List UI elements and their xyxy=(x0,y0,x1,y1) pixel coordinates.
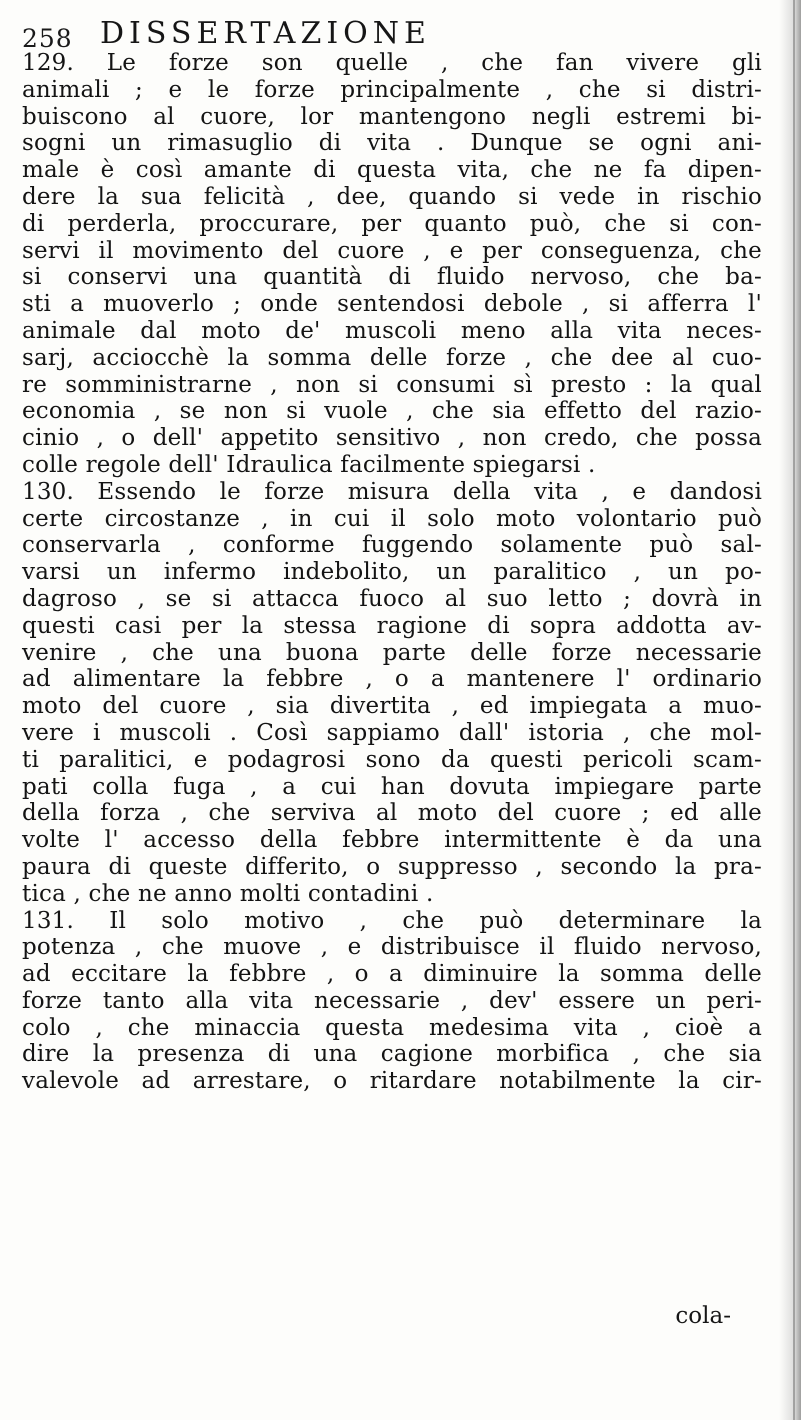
text-line-content: pati colla fuga , a cui han dovuta impiegare parte xyxy=(22,773,762,800)
text-line xyxy=(22,800,762,827)
text-line-content: vere i muscoli . Così sappiamo dall' istoria , che mol- xyxy=(22,719,762,746)
text-line-content: colo , che minaccia questa medesima vita , cioè a xyxy=(22,1014,762,1041)
text-line-content: di perderla, proccurare, per quanto può, che si con- xyxy=(22,210,762,237)
text-line-content: ad eccitare la febbre , o a diminuire la somma delle xyxy=(22,961,762,988)
text-line-content: ti paralitici, e podagrosi sono da questi pericoli scam- xyxy=(22,746,762,773)
text-line xyxy=(22,934,762,961)
text-line-content: paura di queste differito, o suppresso , secondo la pra- xyxy=(22,853,762,880)
text-line-content: servi il movimento del cuore , e per conseguenza, che xyxy=(22,237,762,264)
text-line xyxy=(22,1041,762,1068)
text-line-content: economia , se non si vuole , che sia effetto del razio- xyxy=(22,398,762,425)
text-line xyxy=(22,506,762,533)
text-line-content: sarj, acciocchè la somma delle forze , che dee al cuo- xyxy=(22,344,762,371)
running-title: DISSERTAZIONE xyxy=(100,16,431,51)
text-line xyxy=(22,532,762,559)
text-line xyxy=(22,613,762,640)
text-line xyxy=(22,693,762,720)
text-line-content: 131. Il solo motivo , che può determinare la xyxy=(22,907,762,934)
text-line xyxy=(22,77,762,104)
text-line xyxy=(22,908,762,935)
page-edge-shadow xyxy=(779,0,801,1420)
text-line xyxy=(22,827,762,854)
text-line xyxy=(22,184,762,211)
text-line xyxy=(22,961,762,988)
text-line xyxy=(22,452,762,479)
text-line-content: re somministrarne , non si consumi sì presto : la qual xyxy=(22,371,762,398)
text-line xyxy=(22,398,762,425)
text-line xyxy=(22,640,762,667)
text-line xyxy=(22,1015,762,1042)
text-line xyxy=(22,988,762,1015)
text-line xyxy=(22,157,762,184)
text-line-content: ad alimentare la febbre , o a mantenere l' ordinario xyxy=(22,666,762,693)
text-line-content: potenza , che muove , e distribuisce il fluido nervoso, xyxy=(22,934,762,961)
text-line xyxy=(22,854,762,881)
text-line-content: dere la sua felicità , dee, quando si vede in rischio xyxy=(22,183,762,210)
text-line-content: sti a muoverlo ; onde sentendosi debole , si afferra l' xyxy=(22,291,762,318)
text-line-content: tica , che ne anno molti contadini . xyxy=(22,880,434,907)
text-line xyxy=(22,720,762,747)
text-line-content: colle regole dell' Idraulica facilmente spiegarsi . xyxy=(22,451,596,478)
text-line xyxy=(22,291,762,318)
text-line-content: dagroso , se si attacca fuoco al suo letto ; dovrà in xyxy=(22,585,762,612)
text-line xyxy=(22,1068,762,1095)
text-line-content: varsi un infermo indebolito, un paralitico , un po- xyxy=(22,559,762,586)
text-line xyxy=(22,264,762,291)
text-line xyxy=(22,747,762,774)
text-line xyxy=(22,211,762,238)
text-line-content: valevole ad arrestare, o ritardare notabilmente la cir- xyxy=(22,1068,762,1095)
body-text xyxy=(22,50,762,1095)
page-number: 258 xyxy=(22,24,73,53)
text-line xyxy=(22,586,762,613)
text-line-content: certe circostanze , in cui il solo moto volontario può xyxy=(22,505,762,532)
text-line xyxy=(22,881,762,908)
text-line xyxy=(22,130,762,157)
text-line xyxy=(22,318,762,345)
text-line-content: conservarla , conforme fuggendo solamente può sal- xyxy=(22,532,762,559)
text-line-content: della forza , che serviva al moto del cuore ; ed alle xyxy=(22,800,762,827)
text-line xyxy=(22,425,762,452)
text-line xyxy=(22,104,762,131)
text-line-content: buiscono al cuore, lor mantengono negli estremi bi- xyxy=(22,103,762,130)
text-line-content: male è così amante di questa vita, che ne fa dipen- xyxy=(22,157,762,184)
text-line-content: forze tanto alla vita necessarie , dev' essere un peri- xyxy=(22,987,762,1014)
text-line-content: venire , che una buona parte delle forze necessarie xyxy=(22,639,762,666)
text-line-content: 129. Le forze son quelle , che fan vivere gli xyxy=(22,50,762,76)
text-line xyxy=(22,345,762,372)
text-line xyxy=(22,774,762,801)
text-line-content: dire la presenza di una cagione morbifica , che sia xyxy=(22,1041,762,1068)
catchword: cola- xyxy=(675,1303,731,1329)
text-line-content: animali ; e le forze principalmente , che si distri- xyxy=(22,76,762,103)
text-line-content: moto del cuore , sia divertita , ed impiegata a muo- xyxy=(22,693,762,720)
text-line xyxy=(22,479,762,506)
text-line-content: cinio , o dell' appetito sensitivo , non credo, che possa xyxy=(22,425,762,452)
text-line-content: animale dal moto de' muscoli meno alla vita neces- xyxy=(22,317,762,344)
text-line-content: volte l' accesso della febbre intermittente è da una xyxy=(22,827,762,854)
page-edge-line xyxy=(793,0,795,1420)
text-line-content: questi casi per la stessa ragione di sopra addotta av- xyxy=(22,612,762,639)
text-line xyxy=(22,50,762,77)
text-line-content: 130. Essendo le forze misura della vita , e dandosi xyxy=(22,478,762,505)
text-line xyxy=(22,666,762,693)
text-line xyxy=(22,238,762,265)
text-line xyxy=(22,372,762,399)
text-line xyxy=(22,559,762,586)
text-line-content: si conservi una quantità di fluido nervoso, che ba- xyxy=(22,264,762,291)
text-line-content: sogni un rimasuglio di vita . Dunque se ogni ani- xyxy=(22,130,762,157)
